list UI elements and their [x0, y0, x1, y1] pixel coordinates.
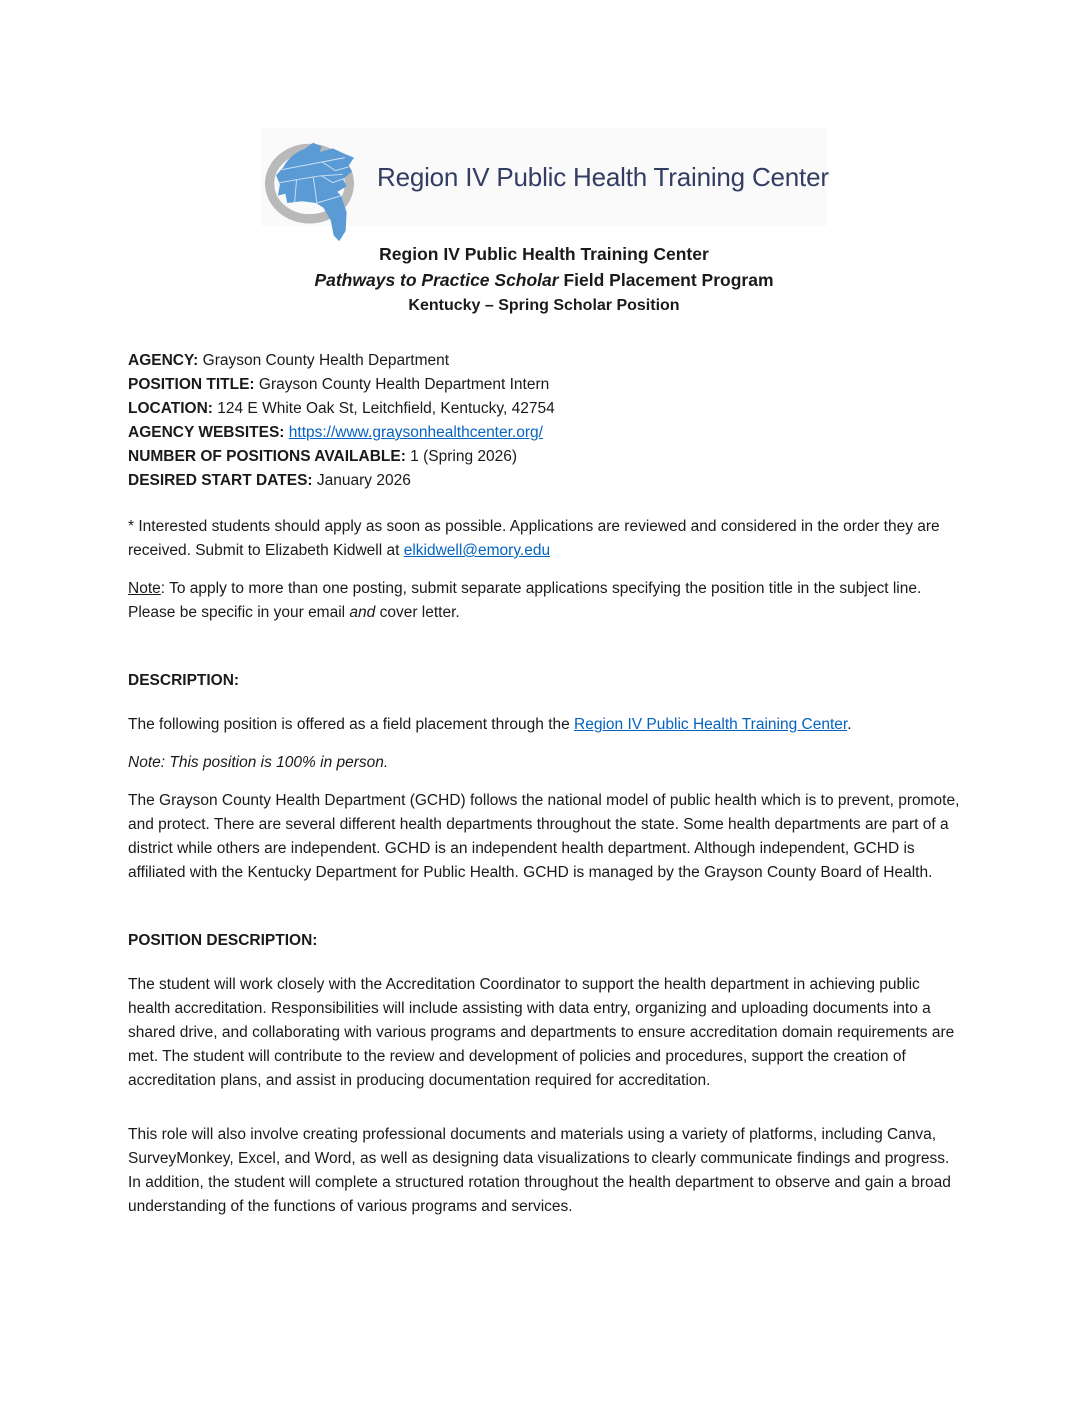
agency-value: Grayson County Health Department: [198, 352, 450, 369]
positions-available-value: 1 (Spring 2026): [405, 448, 518, 465]
title-block: [128, 241, 960, 319]
start-dates-value: January 2026: [312, 472, 411, 489]
location-row: [128, 397, 960, 421]
program-subtitle: [128, 267, 960, 293]
region-iv-map-logo-icon: [265, 130, 367, 252]
position-title-label: POSITION TITLE:: [128, 376, 255, 393]
position-description-paragraph-2: This role will also involve creating professional documents and materials using a variety of platforms, including Canva, SurveyMonkey, Excel, and Word, as well as designing data visualizations to clearly communicate findings and progress. In addition, the student will complete a structured rotation throughout the health department to observe and gain a broad understanding of the functions of various programs and services.: [128, 1126, 956, 1215]
location-label: LOCATION:: [128, 400, 213, 417]
in-person-note: Note: This position is 100% in person.: [128, 754, 389, 771]
description-intro-period: .: [847, 716, 852, 733]
start-dates-row: [128, 469, 960, 493]
document-body: [128, 349, 964, 1219]
document-title: Region IV Public Health Training Center: [379, 244, 709, 264]
agency-websites-label: AGENCY WEBSITES:: [128, 424, 285, 441]
agency-row: [128, 349, 960, 373]
and-word-italic: and: [349, 604, 376, 621]
rivphtc-link[interactable]: Region IV Public Health Training Center: [574, 716, 848, 733]
apply-note-text-end: cover letter.: [375, 604, 460, 621]
email-link[interactable]: elkidwell@emory.edu: [403, 542, 551, 559]
positions-available-label: NUMBER OF POSITIONS AVAILABLE:: [128, 448, 406, 465]
position-subtitle: Kentucky – Spring Scholar Position: [408, 297, 680, 314]
positions-available-row: [128, 445, 960, 469]
agency-label: AGENCY:: [128, 352, 199, 369]
gchd-description-paragraph: The Grayson County Health Department (GCHD) follows the national model of public health which is to prevent, promote, and protect. There are several different health departments throughout the state. Some health departments are part of a district while others are independent. GCHD is an independent health department. Although independent, GCHD is affiliated with the Kentucky Department for Public Health. GCHD is managed by the Grayson County Board of Health.: [128, 792, 964, 881]
apply-instructions-paragraph: [128, 515, 960, 563]
logo-banner: [261, 128, 827, 226]
description-intro-text: The following position is offered as a field placement through the: [128, 716, 575, 733]
position-description-heading: POSITION DESCRIPTION:: [128, 932, 318, 949]
position-title-row: [128, 373, 960, 397]
start-dates-label: DESIRED START DATES:: [128, 472, 313, 489]
description-intro-paragraph: [128, 713, 960, 737]
apply-note-text: : To apply to more than one posting, submit separate applications specifying the position title in the subject line. Please be specific in your email: [128, 580, 926, 621]
agency-websites-row: [128, 421, 960, 445]
position-description-paragraph-1: The student will work closely with the Accreditation Coordinator to support the health department in achieving public health accreditation. Responsibilities will include assisting with data entry, organizing and uploading documents into a shared drive, and collaborating with various programs and departments to ensure accreditation domain requirements are met. The student will contribute to the review and development of policies and procedures, support the creation of accreditation plans, and assist in producing documentation required for accreditation.: [128, 976, 959, 1089]
note-word-underlined: Note: [128, 580, 161, 597]
description-heading: DESCRIPTION:: [128, 672, 240, 689]
location-value: 124 E White Oak St, Leitchfield, Kentucky, 42754: [212, 400, 555, 417]
position-title-value: Grayson County Health Department Intern: [254, 376, 550, 393]
program-name-italic: Pathways to Practice Scholar: [314, 270, 559, 290]
logo-wordmark: Region IV Public Health Training Center: [377, 162, 829, 192]
program-subtitle-rest: Field Placement Program: [558, 270, 774, 290]
apply-note-paragraph: [128, 577, 960, 625]
agency-website-link[interactable]: https://www.graysonhealthcenter.org/: [288, 424, 543, 441]
apply-instructions-text: * Interested students should apply as soon as possible. Applications are reviewed and considered in the order they are received. Submit to Elizabeth Kidwell at: [128, 518, 944, 559]
